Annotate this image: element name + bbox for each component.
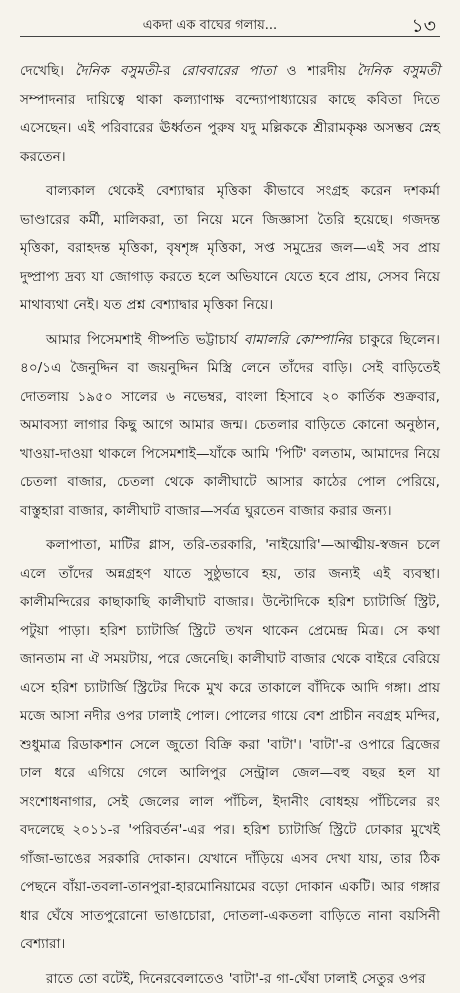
paragraph xyxy=(20,326,440,526)
italic-text: রোববারের পাতা xyxy=(181,63,276,79)
text-run: আমার পিসেমশাই গীষ্পতি ভট্টাচার্য xyxy=(46,332,244,348)
text-run: কলাপাতা, মাটির গ্লাস, তরি-তরকারি, 'নাইয়োরি'—আত্মীয়-স্বজন চলে এলে তাঁদের অন্নগ্রহণ যাতে সুষ্ঠুভাবে হয়, তার জন্যই এই ব্যবস্থা। কালীমন্দিরের কাছাকাছি কালীঘাট বাজার। উল্টোদিকে হরিশ চ্যাটার্জি স্ট্রিট, পটুয়া পাড়া। হরিশ চ্যাটার্জি স্ট্রিটে তখন থাকেন প্রেমেন্দ্র মিত্র। সে কথা জানতাম না ঐ সময়টায়, পরে জেনেছি। কালীঘাট বাজার থেকে বাইরে বেরিয়ে এসে হরিশ চ্যাটার্জি স্ট্রিটের দিকে মুখ করে তাকালে বাঁদিকে আদি গঙ্গা। প্রায় মজে আসা নদীর ওপর ঢালাই পোল। পোলের গায়ে বেশ প্রাচীন নবগ্রহ মন্দির, শুধুমাত্র রিডাকশান সেলে জুতো বিক্রি করা 'বাটা'। 'বাটা'-র ওপারে ব্রিজের ঢাল ধরে এগিয়ে গেলে আলিপুর সেন্ট্রাল জেল—বহু বছর হল যা সংশোধনাগার, সেই জেলের লাল পাঁচিল, ইদানীং বোধহয় পাঁচিলের রং বদলেছে ২০১১-র 'পরিবর্তন'-এর পর। হরিশ চ্যাটার্জি স্ট্রিটে ঢোকার মুখেই গাঁজা-ভাঙের সরকারি দোকান। যেখানে দাঁড়িয়ে এসব দেখা যায়, তার ঠিক পেছনে বাঁয়া-তবলা-তানপুরা-হারমোনিয়ামের বড়ো দোকান একটি। আর গঙ্গার ধার ঘেঁষে সাতপুরোনো ভাঙাচোরা, দোতলা-একতলা বাড়িতে নানা বয়সিনী বেশ্যারা। xyxy=(20,537,440,952)
text-run: র চাকুরে ছিলেন। ৪০/১এ জৈনুদ্দিন বা জয়নুদ্দিন মিস্ত্রি লেনে তাঁদের বাড়ি। সেই বাড়িতেই দোতলায় ১৯৫০ সালের ৬ নভেম্বর, বাংলা হিসাবে ২০ কার্তিক শুক্রবার, অমাবস্যা লাগার কিছু আগে আমার জন্ম। চেতলার বাড়িতে কোনো অনুষ্ঠান, খাওয়া-দাওয়া থাকলে পিসেমশাই—যাঁকে আমি 'পিটি' বলতাম, আমাদের নিয়ে চেতলা বাজার, চেতলা থেকে কালীঘাটে আসার কাঠের পোল পেরিয়ে, বাস্তুহারা বাজার, কালীঘাট বাজার—সর্বত্র ঘুরতেন বাজার করার জন্য। xyxy=(20,332,440,519)
paragraph xyxy=(20,57,440,171)
text-run: বাল্যকাল থেকেই বেশ্যাদ্বার মৃত্তিকা কীভাবে সংগ্রহ করেন দশকর্মা ভাণ্ডারের কর্মী, মালিকরা, তা নিয়ে মনে জিজ্ঞাসা তৈরি হয়েছে। গজদন্ত মৃত্তিকা, বরাহদন্ত মৃত্তিকা, বৃষশৃঙ্গ মৃত্তিকা, সপ্ত সমুদ্রের জল—এই সব প্রায় দুষ্প্রাপ্য দ্রব্য যা জোগাড় করতে হলে অভিযানে যেতে হবে প্রায়, সেসব নিয়ে মাথাব্যথা নেই। যত প্রশ্ন বেশ্যাদ্বার মৃত্তিকা নিয়ে। xyxy=(20,183,440,313)
text-run: ও শারদীয় xyxy=(276,63,357,79)
text-run: রাতে তো বটেই, দিনেরবেলাতেও 'বাটা'-র গা-ঘেঁষা ঢালাই সেতুর ওপর xyxy=(46,971,425,987)
paragraph xyxy=(20,531,440,959)
page-body xyxy=(20,57,440,993)
running-head: একদা এক বাঘের গলায়... xyxy=(20,16,400,37)
text-run: সম্পাদনার দায়িত্বে থাকা কল্যাণাক্ষ বন্দ্যোপাধ্যায়ের কাছে কবিতা দিতে এসেছেন। এই পরিবারের ঊর্ধ্বতন পুরুষ যদু মল্লিককে শ্রীরামকৃষ্ণ অসম্ভব স্নেহ করতেন। xyxy=(20,92,440,165)
paragraph xyxy=(20,965,440,993)
text-run: -র xyxy=(158,63,181,79)
text-run: দেখেছি। xyxy=(20,63,75,79)
italic-text: দৈনিক বসুমতী xyxy=(75,63,158,79)
paragraph xyxy=(20,177,440,320)
italic-text: বামালরি কোম্পানি xyxy=(244,332,346,348)
page-number: ১৩ xyxy=(411,12,436,44)
page-header xyxy=(20,14,440,37)
italic-text: দৈনিক বসুমতী xyxy=(357,63,440,79)
